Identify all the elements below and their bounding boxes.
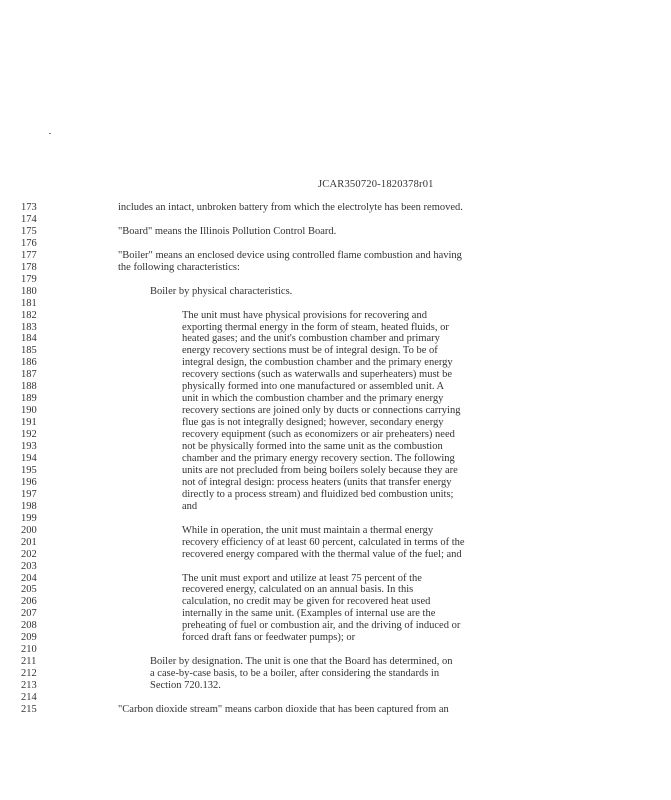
- line-text: a case-by-case basis, to be a boiler, after considering the standards in: [150, 668, 440, 679]
- line-number: 188: [21, 381, 37, 393]
- line-number: 206: [21, 596, 37, 608]
- document-line: [0, 703, 640, 716]
- line-text: The unit must have physical provisions for recovering and: [182, 309, 427, 321]
- line-text: chamber and the primary energy recovery section. The following: [182, 452, 455, 464]
- line-text: recovered energy compared with the thermal value of the fuel; and: [182, 548, 462, 560]
- line-text: "Board" means the Illinois Pollution Control Board.: [118, 225, 337, 237]
- line-text: the following characteristics:: [118, 261, 240, 273]
- line-text: directly to a process stream) and fluidized bed combustion units;: [182, 488, 454, 500]
- line-number: 198: [21, 500, 37, 512]
- line-text: calculation, no credit may be given for recovered heat used: [182, 596, 431, 608]
- line-number: 215: [21, 703, 37, 715]
- line-text: While in operation, the unit must maintain a thermal energy: [182, 524, 434, 536]
- line-text: exporting thermal energy in the form of steam, heated fluids, or: [182, 321, 449, 333]
- line-text: recovered energy, calculated on an annual basis. In this: [182, 584, 414, 596]
- line-text: "Carbon dioxide stream" means carbon dioxide that has been captured from an: [118, 703, 449, 715]
- line-text: The unit must export and utilize at least 75 percent of the: [182, 572, 422, 584]
- line-number: 196: [21, 476, 37, 488]
- line-number: 184: [21, 333, 37, 345]
- line-text: heated gases; and the unit's combustion chamber and primary: [182, 333, 440, 345]
- line-number: 177: [21, 249, 37, 261]
- line-number: 174: [21, 213, 37, 225]
- line-number: 179: [21, 273, 37, 285]
- line-number: 192: [21, 429, 37, 440]
- line-text: not be physically formed into the same unit as the combustion: [182, 441, 443, 452]
- line-number: 193: [21, 441, 37, 452]
- line-number: 213: [21, 680, 37, 691]
- line-number: 191: [21, 417, 37, 429]
- line-text: flue gas is not integrally designed; however, secondary energy: [182, 417, 444, 429]
- line-number: 207: [21, 608, 37, 620]
- line-number: 200: [21, 524, 37, 536]
- line-number: 211: [21, 656, 37, 668]
- line-text: recovery sections are joined only by ducts or connections carrying: [182, 405, 461, 417]
- line-number: 208: [21, 620, 37, 632]
- line-number: 202: [21, 548, 37, 560]
- line-number: 210: [21, 644, 37, 656]
- line-text: forced draft fans or feedwater pumps); or: [182, 632, 356, 644]
- line-number: 189: [21, 393, 37, 405]
- scan-speck: [49, 133, 51, 134]
- line-number: 181: [21, 297, 37, 309]
- line-text: Section 720.132.: [150, 680, 221, 691]
- line-number: 178: [21, 261, 37, 273]
- line-number: 195: [21, 464, 37, 476]
- line-text: "Boiler" means an enclosed device using controlled flame combustion and having: [118, 249, 462, 261]
- line-number: 190: [21, 405, 37, 417]
- line-text: unit in which the combustion chamber and the primary energy: [182, 393, 444, 405]
- line-text: preheating of fuel or combustion air, and the driving of induced or: [182, 620, 461, 632]
- line-number: 185: [21, 345, 37, 357]
- line-text: recovery equipment (such as economizers or air preheaters) need: [182, 429, 455, 440]
- line-number: 173: [21, 202, 37, 213]
- line-number: 212: [21, 668, 37, 679]
- line-text: not of integral design: process heaters (units that transfer energy: [182, 476, 452, 488]
- line-number: 214: [21, 692, 37, 703]
- line-number: 209: [21, 632, 37, 644]
- line-text: recovery sections (such as waterwalls and superheaters) must be: [182, 369, 452, 381]
- line-text: energy recovery sections must be of integral design. To be of: [182, 345, 438, 357]
- line-number: 203: [21, 560, 37, 572]
- line-text: Boiler by designation. The unit is one that the Board has determined, on: [150, 656, 453, 668]
- line-number: 186: [21, 357, 37, 369]
- line-text: includes an intact, unbroken battery from which the electrolyte has been removed.: [118, 202, 463, 213]
- line-number: 182: [21, 309, 37, 321]
- line-number: 176: [21, 237, 37, 249]
- line-text: physically formed into one manufactured or assembled unit. A: [182, 381, 445, 393]
- line-text: recovery efficiency of at least 60 percent, calculated in terms of the: [182, 536, 465, 548]
- line-number: 194: [21, 452, 37, 464]
- line-number: 201: [21, 536, 37, 548]
- line-number: 204: [21, 572, 37, 584]
- line-text: and: [182, 500, 198, 512]
- line-text: internally in the same unit. (Examples of internal use are the: [182, 608, 436, 620]
- line-number: 199: [21, 512, 37, 524]
- line-number: 183: [21, 321, 37, 333]
- line-text: Boiler by physical characteristics.: [150, 285, 293, 297]
- line-number: 175: [21, 225, 37, 237]
- line-text: units are not precluded from being boilers solely because they are: [182, 464, 458, 476]
- line-text: integral design, the combustion chamber and the primary energy: [182, 357, 453, 369]
- line-number: 197: [21, 488, 37, 500]
- document-id: JCAR350720-1820378r01: [318, 179, 434, 190]
- line-number: 187: [21, 369, 37, 381]
- line-number: 205: [21, 584, 37, 596]
- line-number: 180: [21, 285, 37, 297]
